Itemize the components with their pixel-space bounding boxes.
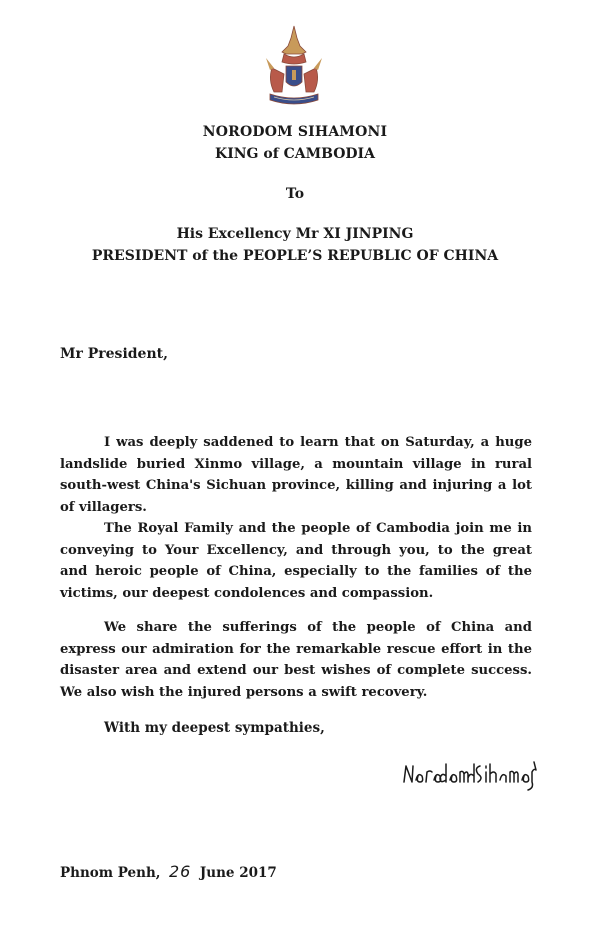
to-label: To [285,186,305,202]
date-day-handwritten: 26 [169,862,192,881]
recipient-name: His Excellency Mr XI JINPING [176,226,414,242]
recipient-title: PRESIDENT of the PEOPLE’S REPUBLIC OF CHINA [91,248,499,264]
salutation: Mr President, [60,346,168,362]
sender-name: NORODOM SIHAMONI [202,124,388,140]
date-line [60,862,277,881]
closing-line: With my deepest sympathies, [104,720,325,736]
body-paragraph: We share the sufferings of the people of China and express our admiration for the remarkable rescue effort in the disaster area and extend our best wishes of complete success. We also wish the injured persons a swift recovery. [60,620,532,700]
body-paragraph: The Royal Family and the people of Cambodia join me in conveying to Your Excellency, and through you, to the great and heroic people of China, especially to the families of the victims, our deepest condolences and compassion. [60,521,532,601]
date-month-year: June 2017 [199,865,277,881]
sender-title: KING of CAMBODIA [215,146,375,162]
handwritten-signature-icon [400,758,540,792]
date-place: Phnom Penh, [60,865,161,881]
royal-emblem-icon [262,24,326,110]
body-paragraph: I was deeply saddened to learn that on Saturday, a huge landslide buried Xinmo village, a mountain village in rural south-west China's Sichuan province, killing and injuring a lot of villagers. [60,435,532,515]
